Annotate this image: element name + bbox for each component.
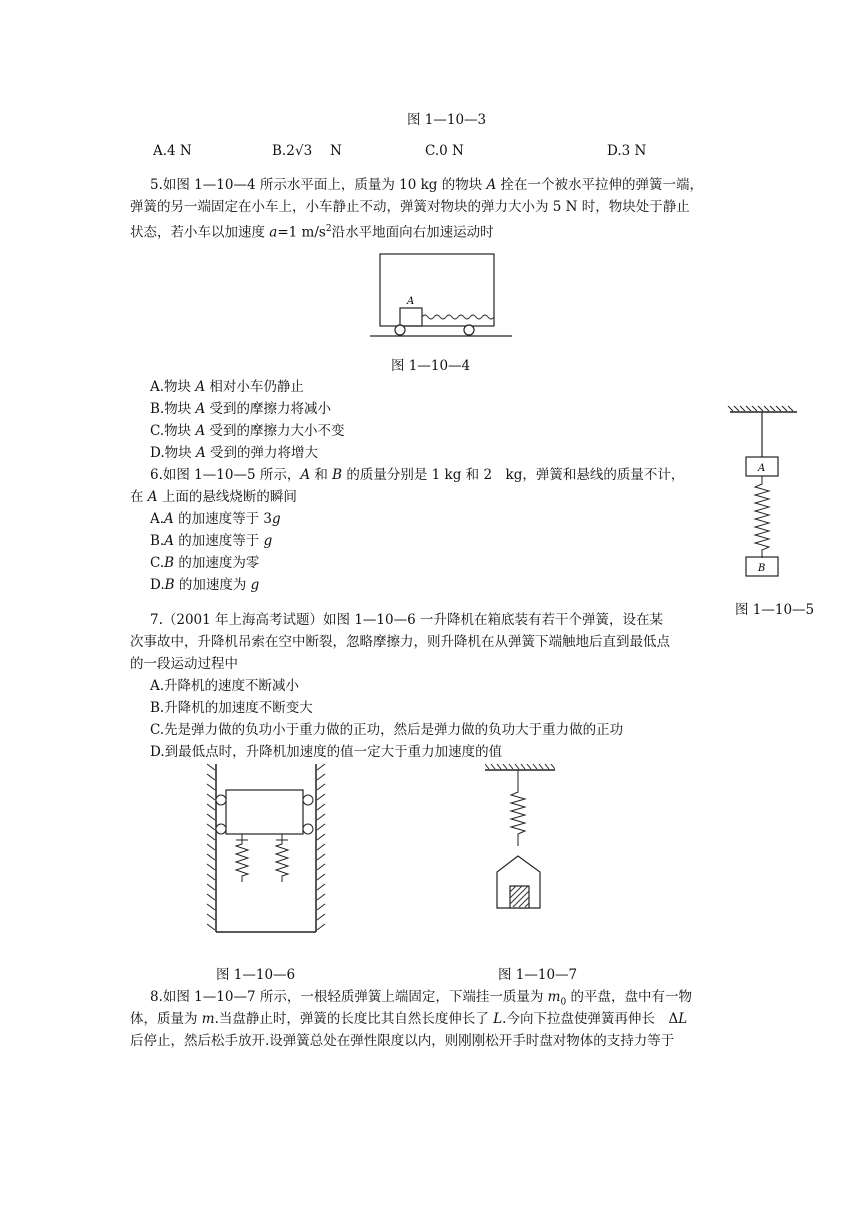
figure-caption-1-10-3: 图 1—10—3 bbox=[407, 112, 487, 128]
q8-text-line-1: 8.如图 1—10—7 所示，一根轻质弹簧上端固定，下端挂一质量为 $m_0$ 的平盘，盘中有一物 bbox=[150, 989, 692, 1008]
q4-option-a: A.4 N bbox=[153, 143, 192, 159]
q4-option-b-prefix: B.2 bbox=[272, 143, 295, 159]
q7-text-line-3: 的一段运动过程中 bbox=[130, 656, 238, 672]
q6-option-d: D.B 的加速度为 g bbox=[150, 577, 260, 593]
figure-1-10-6-elevator-diagram bbox=[198, 762, 333, 937]
q6-text-line-1: 6.如图 1—10—5 所示，A 和 B 的质量分别是 1 kg 和 2 kg，弹簧和悬线的质量不计， bbox=[150, 467, 685, 483]
figure-1-10-7-spring-pan bbox=[485, 762, 555, 912]
figure-caption-1-10-4: 图 1—10—4 bbox=[391, 358, 471, 374]
q4-option-c: C.0 N bbox=[425, 143, 464, 159]
q8-text-line-3: 后停止，然后松手放开.设弹簧总处在弹性限度以内，则刚刚松开手时盘对物体的支持力等于 bbox=[130, 1033, 675, 1049]
figure-1-10-4-cart-diagram bbox=[370, 248, 520, 343]
q6-option-c: C.B 的加速度为零 bbox=[150, 555, 260, 571]
q6-text-line-2: 在 A 上面的悬线烧断的瞬间 bbox=[130, 489, 297, 505]
q5-option-b: B.物块 A 受到的摩擦力将减小 bbox=[150, 401, 332, 417]
figure-caption-1-10-7: 图 1—10—7 bbox=[498, 967, 578, 983]
q5-text-line-3: 状态，若小车以加速度 a=1 $m/s^2$沿水平地面向右加速运动时 bbox=[130, 224, 494, 241]
q6-option-b: B.A 的加速度等于 g bbox=[150, 533, 273, 549]
fig4-block-label: A bbox=[407, 296, 415, 307]
q6-option-a: A.A 的加速度等于 3g bbox=[150, 511, 281, 527]
q4-option-b-sqrt: √3 bbox=[295, 143, 313, 159]
q5-option-c: C.物块 A 受到的摩擦力大小不变 bbox=[150, 423, 345, 439]
q5-option-a: A.物块 A 相对小车仍静止 bbox=[150, 379, 304, 395]
fig5-block-b-label: B bbox=[758, 563, 766, 574]
q7-option-c: C.先是弹力做的负功小于重力做的正功，然后是弹力做的负功大于重力做的正功 bbox=[150, 722, 624, 738]
q7-option-b: B.升降机的加速度不断变大 bbox=[150, 700, 313, 716]
q8-text-line-2: 体，质量为 m.当盘静止时，弹簧的长度比其自然长度伸长了 L.今向下拉盘使弹簧再伸长 ΔL bbox=[130, 1011, 688, 1027]
q7-option-d: D.到最低点时，升降机加速度的值一定大于重力加速度的值 bbox=[150, 744, 503, 760]
figure-caption-1-10-5: 图 1—10—5 bbox=[735, 602, 815, 618]
q4-option-b-unit: N bbox=[330, 143, 342, 159]
q5-option-d: D.物块 A 受到的弹力将增大 bbox=[150, 445, 318, 461]
figure-caption-1-10-6: 图 1—10—6 bbox=[216, 967, 296, 983]
q7-text-line-1: 7.（2001 年上海高考试题）如图 1—10—6 一升降机在箱底装有若干个弹簧，设在某 bbox=[150, 612, 663, 628]
q7-text-line-2: 次事故中，升降机吊索在空中断裂，忽略摩擦力，则升降机在从弹簧下端触地后直到最低点 bbox=[130, 634, 670, 650]
q5-text-line-1: 5.如图 1—10—4 所示水平面上，质量为 10 kg 的物块 A 拴在一个被水平拉伸的弹簧一端， bbox=[150, 177, 704, 193]
q5-text-line-2: 弹簧的另一端固定在小车上，小车静止不动，弹簧对物块的弹力大小为 5 N 时，物块处于静止 bbox=[130, 199, 690, 215]
q4-option-d: D.3 N bbox=[607, 143, 647, 159]
fig5-block-a-label: A bbox=[758, 463, 766, 474]
q7-option-a: A.升降机的速度不断减小 bbox=[150, 678, 300, 694]
figure-1-10-5-hanging-blocks bbox=[725, 400, 805, 585]
